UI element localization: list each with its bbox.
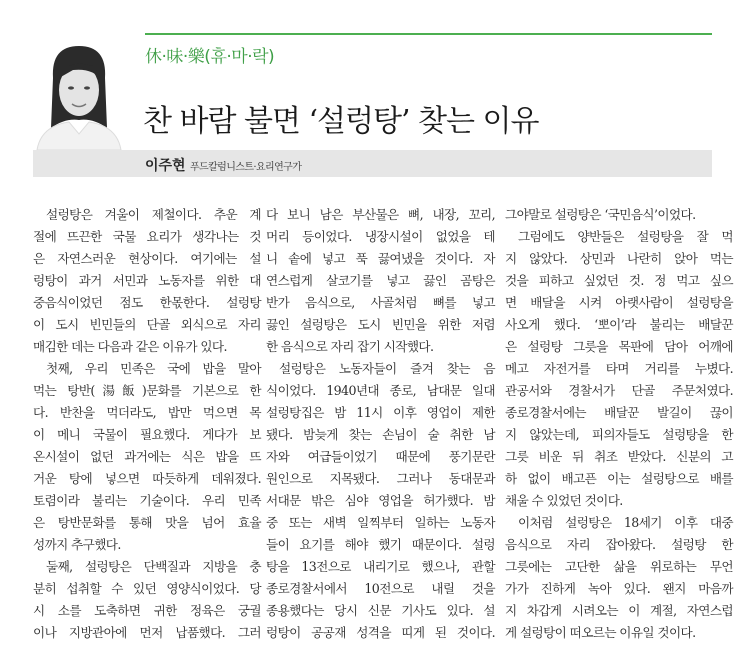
- body-line: 분히 섭취할 수 있던 영양식이었다. 당: [33, 581, 261, 596]
- body-line: 먹는 탕반(湯飯)문화를 기본으로 한: [33, 383, 261, 398]
- body-line: 은 탕반문화를 통해 맛을 넘어 효율: [33, 515, 261, 530]
- byline-bar: [33, 150, 712, 177]
- author-name: 이주현: [145, 158, 186, 174]
- body-line: 니 솥에 넣고 푹 끓여냈을 것이다. 자: [266, 251, 495, 266]
- body-line: 그릇 비운 뒤 취조 받았다. 신분의 고: [505, 449, 733, 464]
- body-line: 은 자연스러운 현상이다. 여기에는 설: [33, 251, 261, 266]
- body-line: 연스럽게 살코기를 넣고 끓인 곰탕은: [266, 273, 495, 288]
- body-column-3: [505, 204, 733, 644]
- body-line: 것을 피하고 싶었던 것. 정 먹고 싶으: [505, 273, 733, 288]
- body-line: 가가 진하게 녹아 있다. 왠지 마음까: [505, 581, 733, 596]
- body-line: 식이었다. 1940년대 종로, 남대문 일대: [266, 383, 495, 398]
- body-line: 서대문 밖은 심야 영업을 허가했다. 밤: [266, 493, 495, 508]
- body-line: 첫째, 우리 민족은 국에 밥을 말아: [46, 361, 261, 376]
- body-line: 탕을 13전으로 내리기로 했으나, 관할: [266, 559, 495, 574]
- body-line: 자와 여급들이었기 때문에 풍기문란: [266, 449, 495, 464]
- body-line: 관공서와 경찰서가 단골 주문처였다.: [505, 383, 733, 398]
- section-label: 休·味·樂(휴·마·락): [145, 47, 275, 67]
- body-line: 사오게 했다. ‘뽀이’라 불리는 배달꾼: [505, 317, 733, 332]
- body-line: 지 않았는데, 피의자들도 설렁탕을 한: [505, 427, 733, 442]
- body-line: 설렁탕은 겨울이 제철이다. 추운 계: [46, 207, 261, 222]
- body-line: 반가 음식으로, 사골처럼 뼈를 넣고: [266, 295, 495, 310]
- body-line: 이나 지방관아에 먼저 납품했다. 그러: [33, 625, 261, 640]
- body-line: 시 소를 도축하면 귀한 정육은 궁궐: [33, 603, 261, 618]
- body-line: 음식으로 자리 잡아왔다. 설렁탕 한: [505, 537, 733, 552]
- body-line: 다. 반찬을 먹더라도, 밥만 먹으면 목: [33, 405, 261, 420]
- body-column-1: [33, 204, 261, 644]
- body-line: 종로경찰서에서 10전으로 내릴 것을: [266, 581, 495, 596]
- body-line: 지 않았다. 상민과 나란히 앉아 먹는: [505, 251, 733, 266]
- author-portrait-icon: [33, 38, 125, 150]
- body-line: 채울 수 있었던 것이다.: [505, 493, 623, 508]
- body-line: 중음식이었던 점도 한몫한다. 설렁탕: [33, 295, 261, 310]
- body-line: 설렁탕집은 밤 11시 이후 영업이 제한: [266, 405, 495, 420]
- body-line: 면 배달을 시켜 아랫사람이 설렁탕을: [505, 295, 733, 310]
- body-line: 중 또는 새벽 일찍부터 일하는 노동자: [266, 515, 495, 530]
- author-role: 푸드칼럼니스트·요리연구가: [190, 162, 302, 173]
- body-line: 들이 요기를 해야 했기 때문이다. 설렁: [266, 537, 495, 552]
- body-line: 다 보니 남은 부산물은 뼈, 내장, 꼬리,: [266, 207, 495, 222]
- body-line: 머리 등이었다. 냉장시설이 없었을 테: [266, 229, 495, 244]
- body-line: 그럼에도 양반들은 설렁탕을 잘 먹: [518, 229, 733, 244]
- body-line: 끓인 설렁탕은 도시 빈민을 위한 저렴: [266, 317, 495, 332]
- body-line: 메고 자전거를 타며 거리를 누볐다.: [505, 361, 733, 376]
- body-line: 렁탕이 과거 서민과 노동자를 위한 대: [33, 273, 261, 288]
- body-line: 됐다. 밤늦게 찾는 손님이 술 취한 남: [266, 427, 495, 442]
- body-line: 이 도시 빈민들의 단골 외식으로 자리: [33, 317, 261, 332]
- body-line: 하 없이 배고픈 이는 설렁탕으로 배를: [505, 471, 733, 486]
- body-line: 종용했다는 당시 신문 기사도 있다. 설: [266, 603, 495, 618]
- body-line: 설렁탕은 노동자들이 즐겨 찾는 음: [279, 361, 495, 376]
- body-line: 원인으로 지목됐다. 그러나 동대문과: [266, 471, 495, 486]
- body-line: 매김한 데는 다음과 같은 이유가 있다.: [33, 339, 227, 354]
- body-line: 그릇에는 고단한 삶을 위로하는 무언: [505, 559, 733, 574]
- body-line: 절에 뜨끈한 국물 요리가 생각나는 것: [33, 229, 261, 244]
- section-rule: [145, 33, 712, 35]
- body-line: 종로경찰서에는 배달꾼 발길이 끊이: [505, 405, 733, 420]
- body-line: 한 음식으로 자리 잡기 시작했다.: [266, 339, 434, 354]
- body-line: 게 설렁탕이 떠오르는 이유일 것이다.: [505, 625, 696, 640]
- body-line: 렁탕이 공공재 성격을 띠게 된 것이다.: [266, 625, 495, 640]
- body-line: 이 메니 국물이 필요했다. 게다가 보: [33, 427, 261, 442]
- article-title: 찬 바람 불면 ‘설렁탕’ 찾는 이유: [143, 104, 539, 139]
- body-line: 거운 탕에 넣으면 따듯하게 데워졌다.: [33, 471, 261, 486]
- author-photo: [33, 38, 125, 150]
- body-line: 토렴이라 불리는 기술이다. 우리 민족: [33, 493, 261, 508]
- body-line: 이처럼 설렁탕은 18세기 이후 대중: [518, 515, 733, 530]
- body-line: 성까지 추구했다.: [33, 537, 121, 552]
- body-line: 은 설렁탕 그릇을 목판에 담아 어깨에: [505, 339, 733, 354]
- body-line: 온시설이 없던 과거에는 식은 밥을 뜨: [33, 449, 261, 464]
- body-line: 그야말로 설렁탕은 ‘국민음식’이었다.: [505, 207, 696, 222]
- body-column-2: [266, 204, 495, 644]
- body-line: 지 차갑게 시려오는 이 계절, 자연스럽: [505, 603, 733, 618]
- body-line: 둘째, 설렁탕은 단백질과 지방을 충: [46, 559, 261, 574]
